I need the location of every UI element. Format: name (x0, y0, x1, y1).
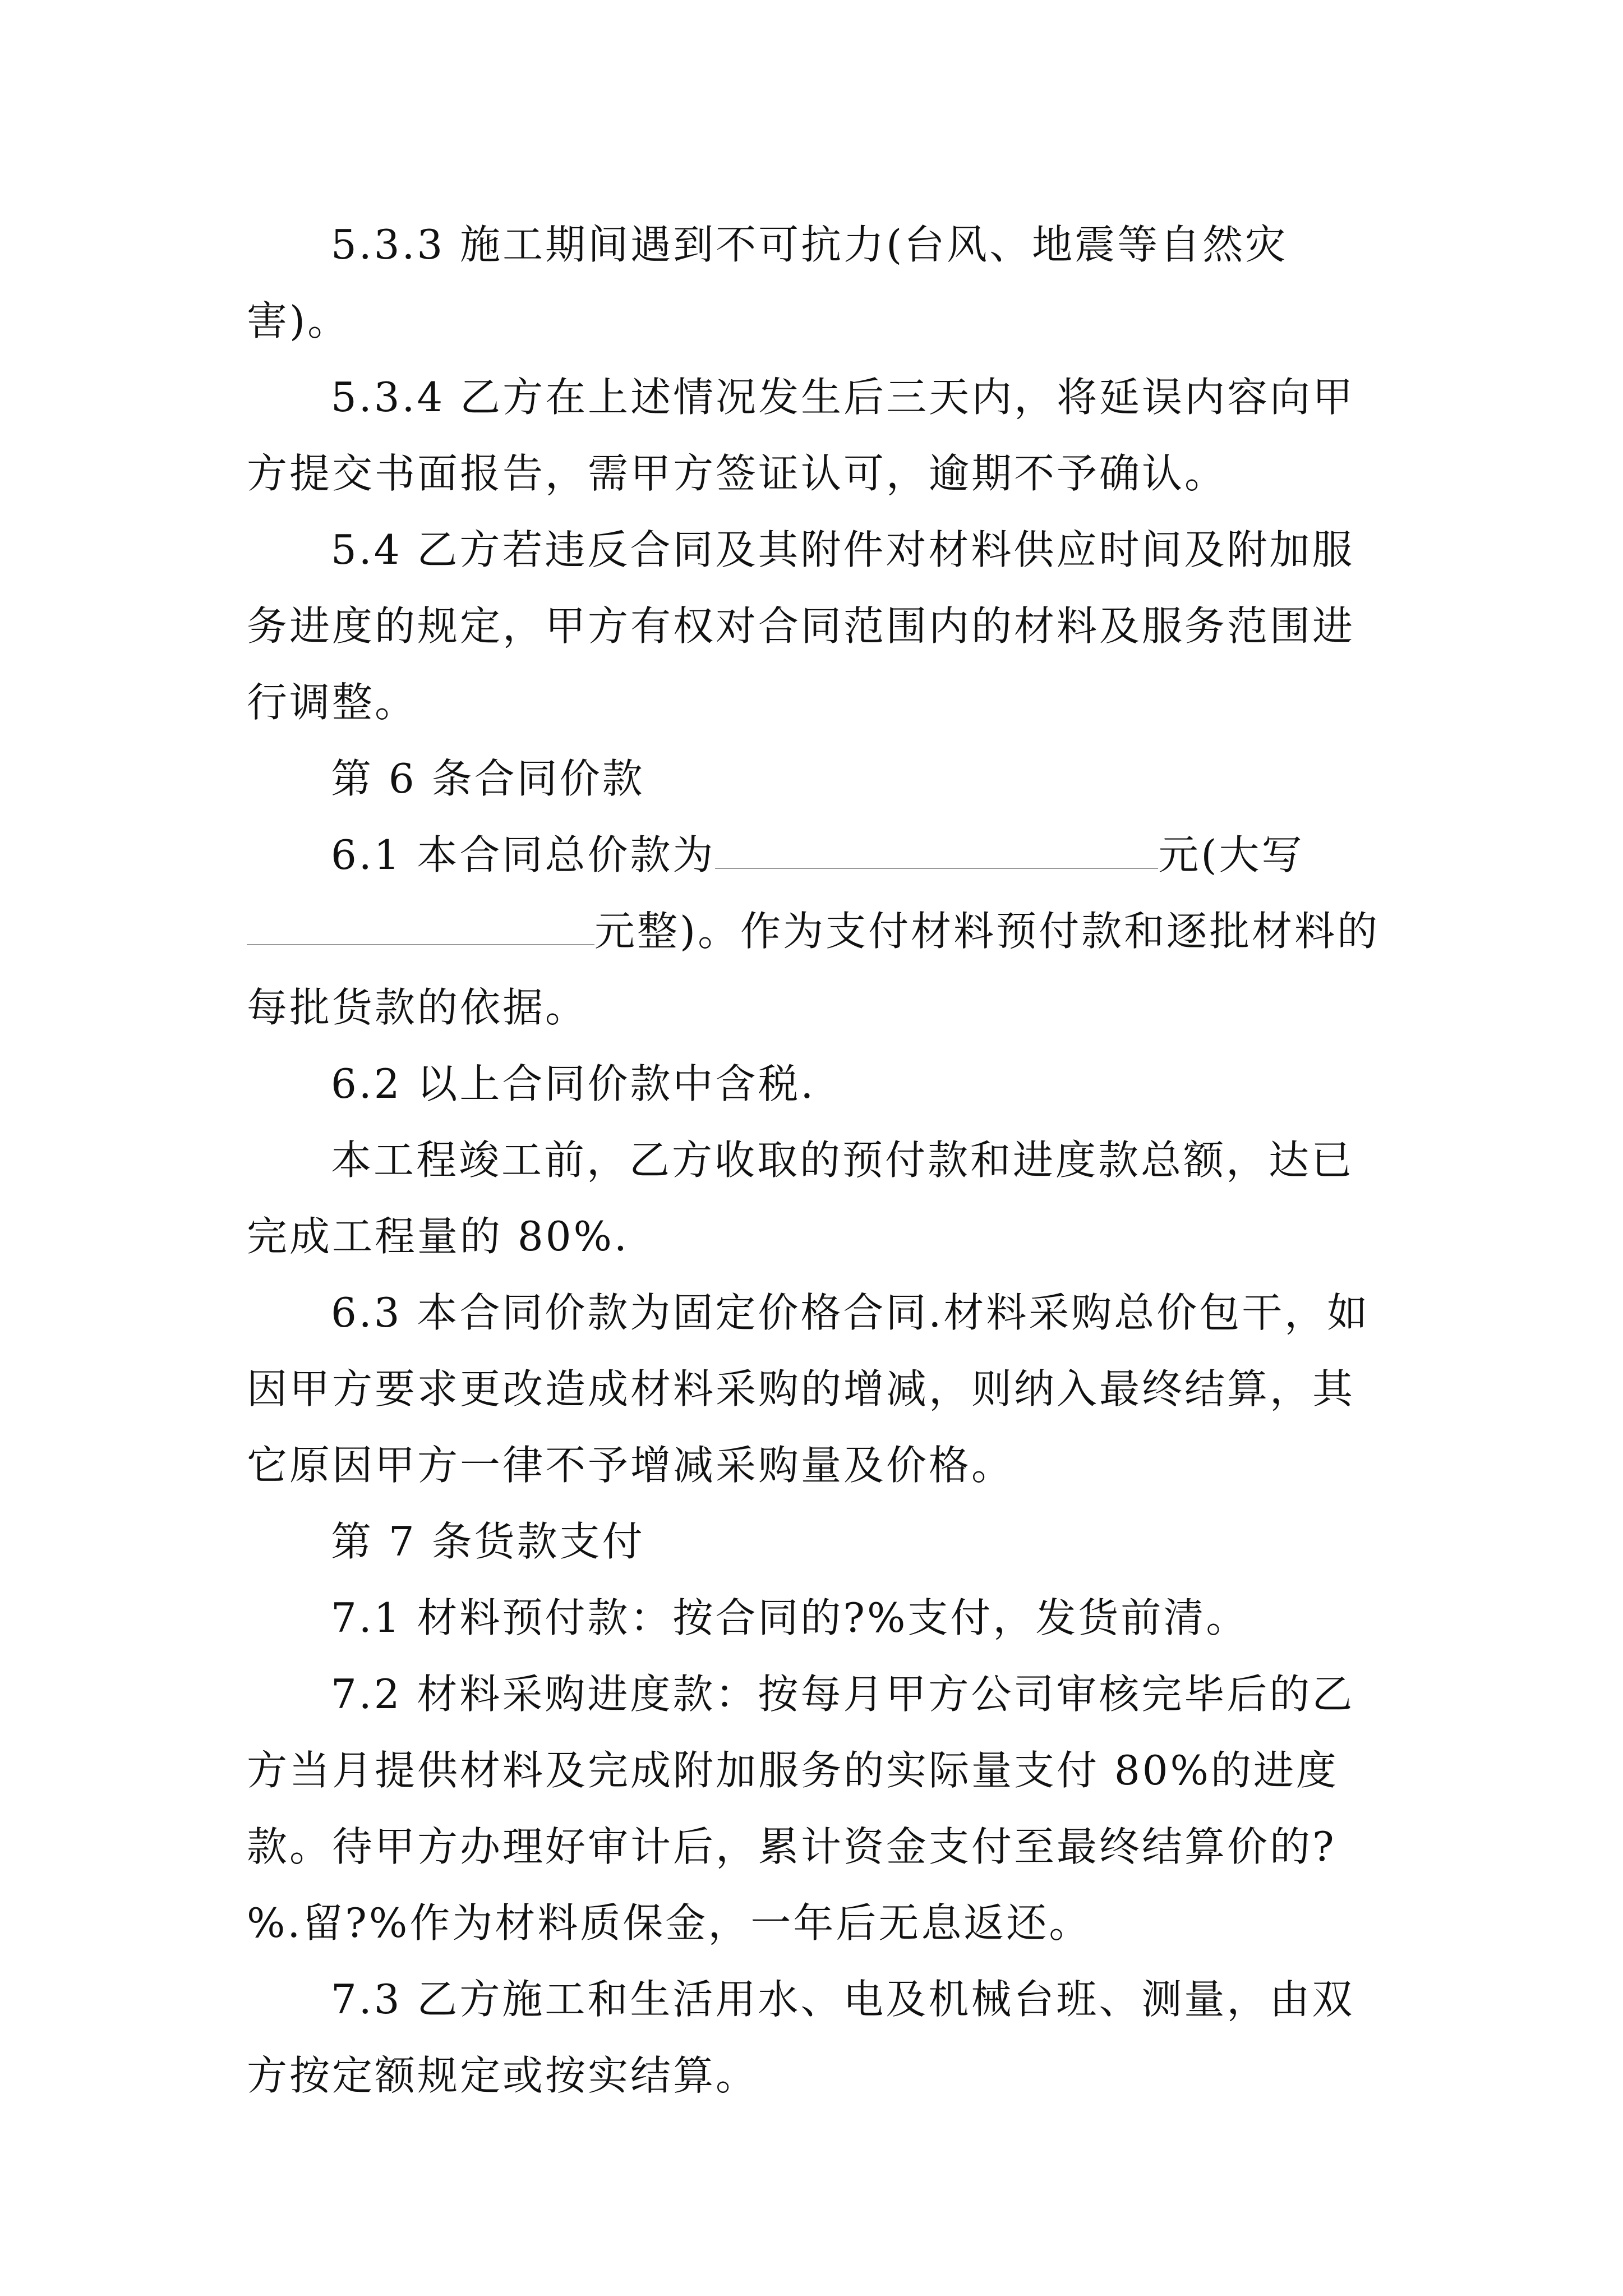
article-7-heading: 第 7 条货款支付 (331, 1518, 645, 1565)
total-price-words-blank (247, 910, 594, 945)
clause-7-2: 7.2 材料采购进度款：按每月甲方公司审核完毕后的乙方当月提供材料及完成附加服务的实际量支付 80%的进度款。待甲方办理好审计后，累计资金支付至最终结算价的?%.留?%作为材料质保金，一年后无息返还。 (247, 1671, 1355, 1947)
clause-5-4: 5.4 乙方若违反合同及其附件对材料供应时间及附加服务进度的规定，甲方有权对合同范围内的材料及服务范围进行调整。 (247, 526, 1355, 726)
clause-6-1-text-c: 元整)。作为支付材料预付款和逐批材料的每批货款的依据。 (247, 908, 1380, 1031)
clause-6-3: 6.3 本合同价款为固定价格合同.材料采购总价包干，如因甲方要求更改造成材料采购的增减，则纳入最终结算，其它原因甲方一律不予增减采购量及价格。 (247, 1289, 1370, 1489)
clause-5-3-4: 5.3.4 乙方在上述情况发生后三天内，将延误内容向甲方提交书面报告，需甲方签证认可，逾期不予确认。 (247, 374, 1355, 497)
document-body (247, 206, 1385, 2114)
clause-6-2-note: 本工程竣工前，乙方收取的预付款和进度款总额，达已完成工程量的 80%. (247, 1137, 1354, 1260)
clause-6-1 (247, 817, 1385, 1046)
total-price-blank (715, 834, 1158, 869)
clause-6-1-text-b: 元(大写 (1158, 831, 1304, 878)
clause-6-2: 6.2 以上合同价款中含税. (331, 1060, 816, 1107)
clause-5-3-3: 5.3.3 施工期间遇到不可抗力(台风、地震等自然灾害)。 (247, 221, 1288, 344)
article-6-heading: 第 6 条合同价款 (331, 755, 645, 802)
clause-6-1-text-a: 6.1 本合同总价款为 (331, 831, 716, 878)
clause-7-1: 7.1 材料预付款：按合同的?%支付，发货前清。 (331, 1594, 1249, 1641)
clause-7-3: 7.3 乙方施工和生活用水、电及机械台班、测量，由双方按定额规定或按实结算。 (247, 1976, 1355, 2099)
